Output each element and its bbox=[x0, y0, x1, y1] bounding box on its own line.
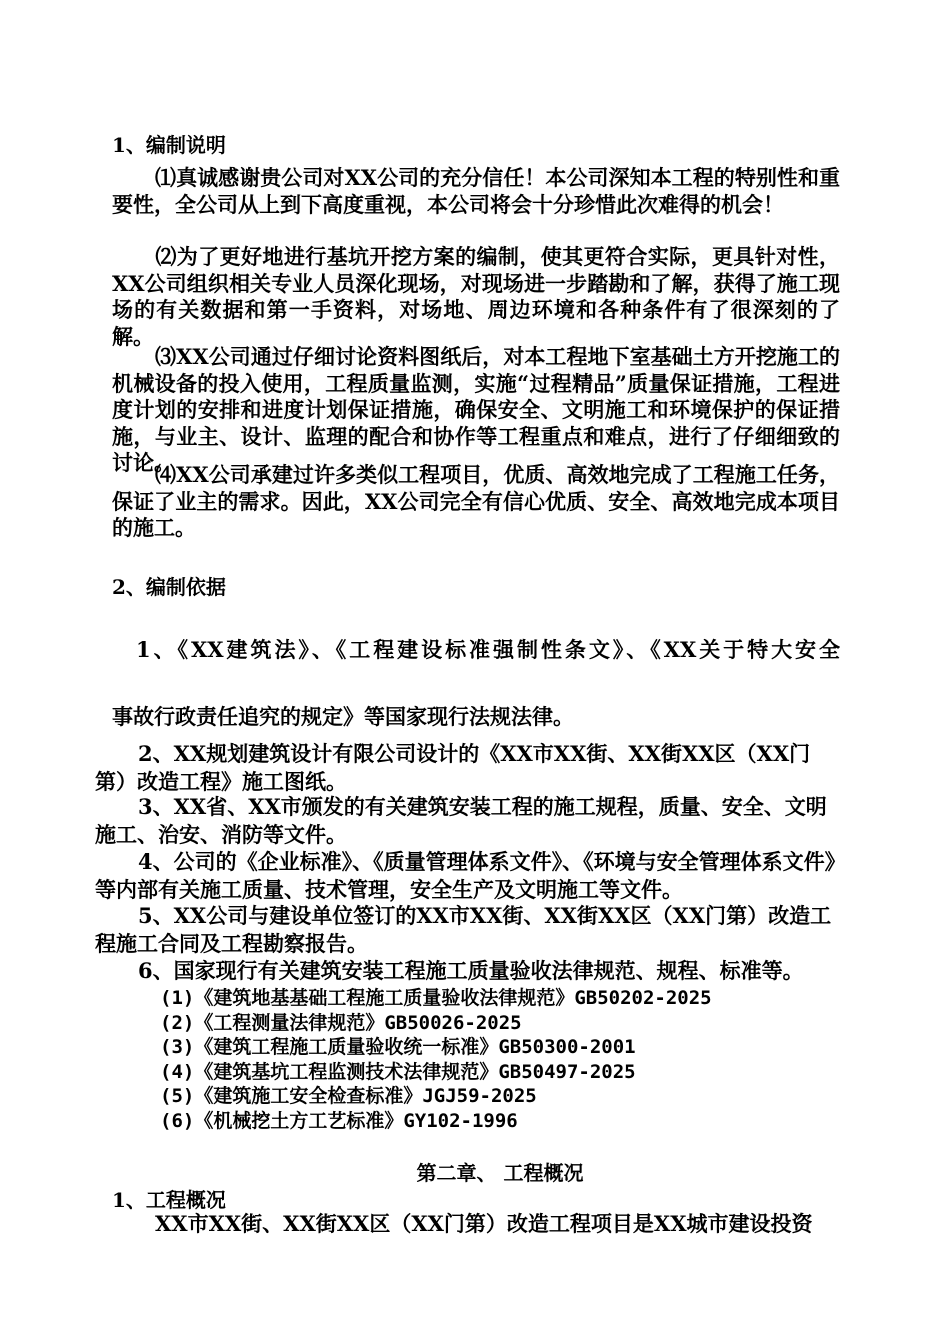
section-heading-preparation-notes: 1、编制说明 bbox=[112, 133, 226, 157]
paragraph-1: ⑴真诚感谢贵公司对XX公司的充分信任！本公司深知本工程的特别性和重要性，全公司从上到下高度重视，本公司将会十分珍惜此次难得的机会！ bbox=[112, 165, 840, 217]
standards-list bbox=[160, 986, 712, 1134]
basis-item-2: 2、XX规划建筑设计有限公司设计的《XX市XX街、XX街XX区（XX门第）改造工程》施工图纸。 bbox=[95, 741, 811, 794]
basis-item-1-line2: 事故行政责任追究的规定》等国家现行法规法律。 bbox=[112, 704, 574, 729]
section-heading-basis: 2、编制依据 bbox=[112, 575, 226, 599]
overview-paragraph: XX市XX街、XX街XX区（XX门第）改造工程项目是XX城市建设投资 bbox=[155, 1211, 813, 1236]
standard-item: (6)《机械挖土方工艺标准》GY102-1996 bbox=[160, 1109, 518, 1132]
standard-item: (2)《工程测量法律规范》GB50026-2025 bbox=[160, 1011, 522, 1034]
paragraph-2: ⑵为了更好地进行基坑开挖方案的编制，使其更符合实际，更具针对性，XX公司组织相关专业人员深化现场，对现场进一步踏勘和了解，获得了施工现场的有关数据和第一手资料，对场地、周边环境和各种条件有了很深刻的了解。 bbox=[112, 244, 840, 349]
paragraph-4: ⑷XX公司承建过许多类似工程项目，优质、高效地完成了工程施工任务，保证了业主的需求。因此，XX公司完全有信心优质、安全、高效地完成本项目的施工。 bbox=[112, 462, 840, 540]
section-heading-project-overview: 1、工程概况 bbox=[112, 1188, 226, 1212]
standard-item: (3)《建筑工程施工质量验收统一标准》GB50300-2001 bbox=[160, 1036, 636, 1059]
standard-item: (1)《建筑地基基础工程施工质量验收法律规范》GB50202-2025 bbox=[160, 987, 712, 1009]
paragraph-3: ⑶XX公司通过仔细讨论资料图纸后，对本工程地下室基础土方开挖施工的机械设备的投入使用，工程质量监测，实施“过程精品”质量保证措施，工程进度计划的安排和进度计划保证措施，确保安全、文明施工和环境保护的保证措施，与业主、设计、监理的配合和协作等工程重点和难点，进行了仔细细致的讨论。 bbox=[112, 344, 840, 475]
basis-item-5: 5、XX公司与建设单位签订的XX市XX街、XX街XX区（XX门第）改造工程施工合同及工程勘察报告。 bbox=[95, 903, 832, 956]
basis-item-3: 3、XX省、XX市颁发的有关建筑安装工程的施工规程，质量、安全、文明施工、治安、消防等文件。 bbox=[95, 794, 827, 847]
standard-item: (4)《建筑基坑工程监测技术法律规范》GB50497-2025 bbox=[160, 1060, 636, 1083]
basis-item-4: 4、公司的《企业标准》、《质量管理体系文件》、《环境与安全管理体系文件》等内部有关施工质量、技术管理，安全生产及文明施工等文件。 bbox=[95, 849, 836, 902]
basis-item-6: 6、国家现行有关建筑安装工程施工质量验收法律规范、规程、标准等。 bbox=[138, 958, 804, 983]
basis-item-1-line1: 1、《XX建筑法》、《工程建设标准强制性条文》、《XX关于特大安全 bbox=[136, 637, 840, 662]
standard-item: (5)《建筑施工安全检查标准》JGJ59-2025 bbox=[160, 1085, 537, 1108]
chapter-title: 第二章、 工程概况 bbox=[416, 1161, 584, 1185]
